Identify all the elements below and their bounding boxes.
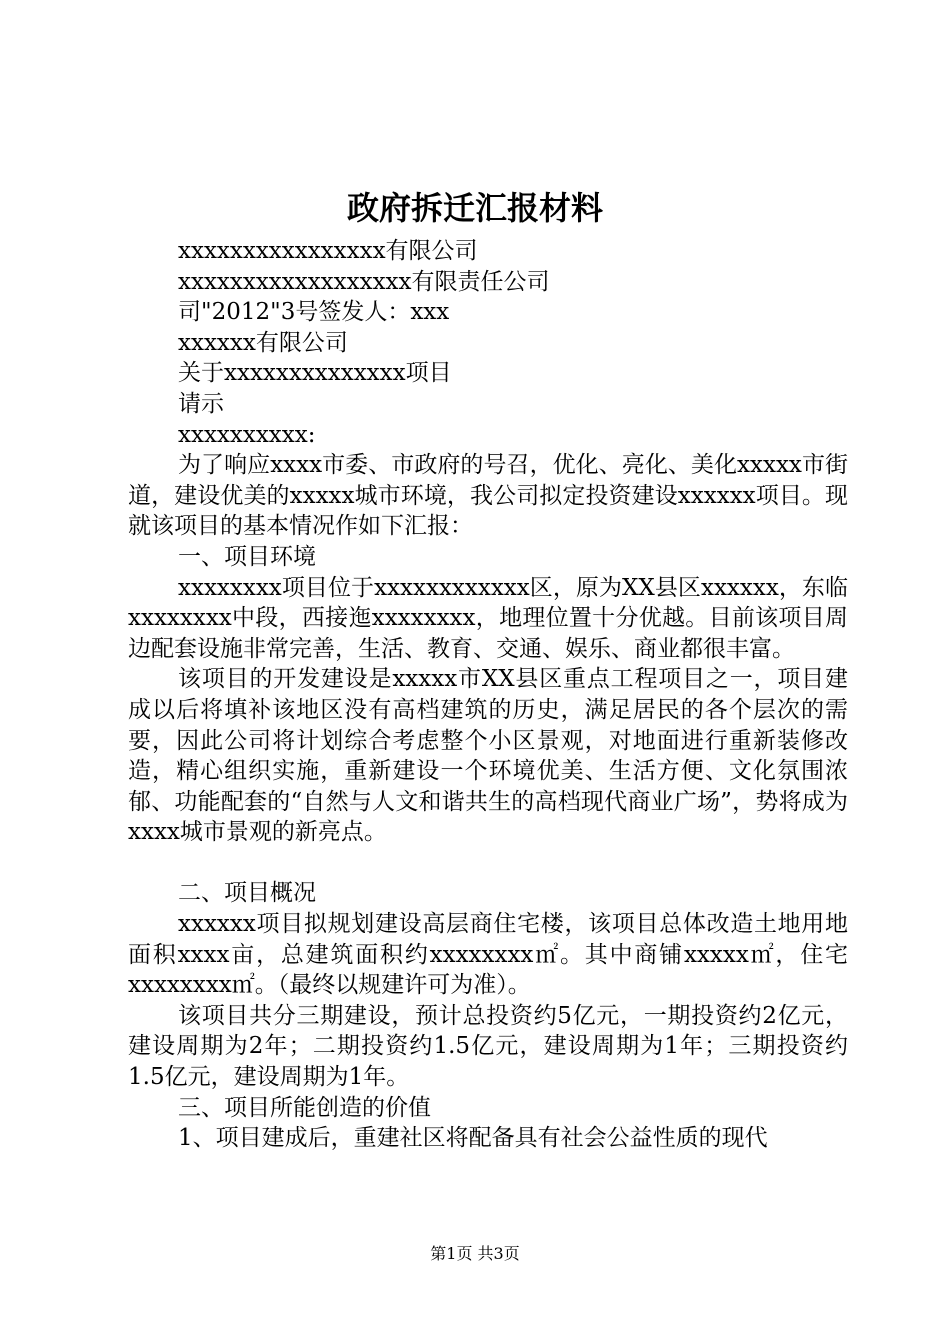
paragraph-overview: xxxxxx项目拟规划建设高层商住宅楼，该项目总体改造土地用地面积xxxx亩，总建筑面积约xxxxxxxx㎡。其中商铺xxxxx㎡，住宅xxxxxxxx㎡。（最终以规建许可为准）。 (128, 911, 848, 999)
header-line-ltd-company: xxxxxxxxxxxxxxxxxx有限责任公司 (178, 268, 550, 295)
page-footer: 第1页 共3页 (430, 1244, 520, 1263)
paragraph-investment: 该项目共分三期建设，预计总投资约5亿元，一期投资约2亿元，建设周期为2年；二期投资约1.5亿元，建设周期为1年；三期投资约1.5亿元，建设周期为1年。 (128, 1002, 848, 1091)
section-heading-value: 三、项目所能创造的价值 (178, 1094, 431, 1121)
header-line-subject: 关于xxxxxxxxxxxxxx项目 (178, 360, 452, 387)
header-line-recipient-company: xxxxxx有限公司 (178, 329, 348, 356)
header-line-request: 请示 (178, 390, 224, 417)
section-heading-environment: 一、项目环境 (178, 543, 316, 570)
section-heading-overview: 二、项目概况 (178, 880, 316, 907)
header-line-doc-number: 司"2012"3号签发人：xxx (178, 299, 450, 326)
header-line-company: xxxxxxxxxxxxxxxx有限公司 (178, 238, 478, 264)
paragraph-development: 该项目的开发建设是xxxxx市XX县区重点工程项目之一，项目建成以后将填补该地区没有高档建筑的历史，满足居民的各个层次的需要，因此公司将计划综合考虑整个小区景观，对地面进行重新装修改造，精心组织实施，重新建设一个环境优美、生活方便、文化氛围浓郁、功能配套的“自然与人文和谐共生的高档现代商业广场”，势将成为xxxx城市景观的新亮点。 (128, 666, 848, 846)
header-line-salutation: xxxxxxxxxx: (178, 421, 316, 448)
paragraph-value-1: 1、项目建成后，重建社区将配备具有社会公益性质的现代 (178, 1125, 768, 1152)
document-body (128, 236, 848, 1154)
paragraph-environment: xxxxxxxx项目位于xxxxxxxxxxxx区，原为XX县区xxxxxx，东临xxxxxxxx中段，西接迤xxxxxxxx，地理位置十分优越。目前该项目周边配套设施非常完善，生活、教育、交通、娱乐、商业都很丰富。 (128, 574, 848, 662)
blank-line (128, 848, 848, 879)
paragraph-intro: 为了响应xxxx市委、市政府的号召，优化、亮化、美化xxxxx市街道，建设优美的xxxxx城市环境，我公司拟定投资建设xxxxxx项目。现就该项目的基本情况作如下汇报： (128, 452, 848, 540)
document-title: 政府拆迁汇报材料 (346, 189, 603, 227)
